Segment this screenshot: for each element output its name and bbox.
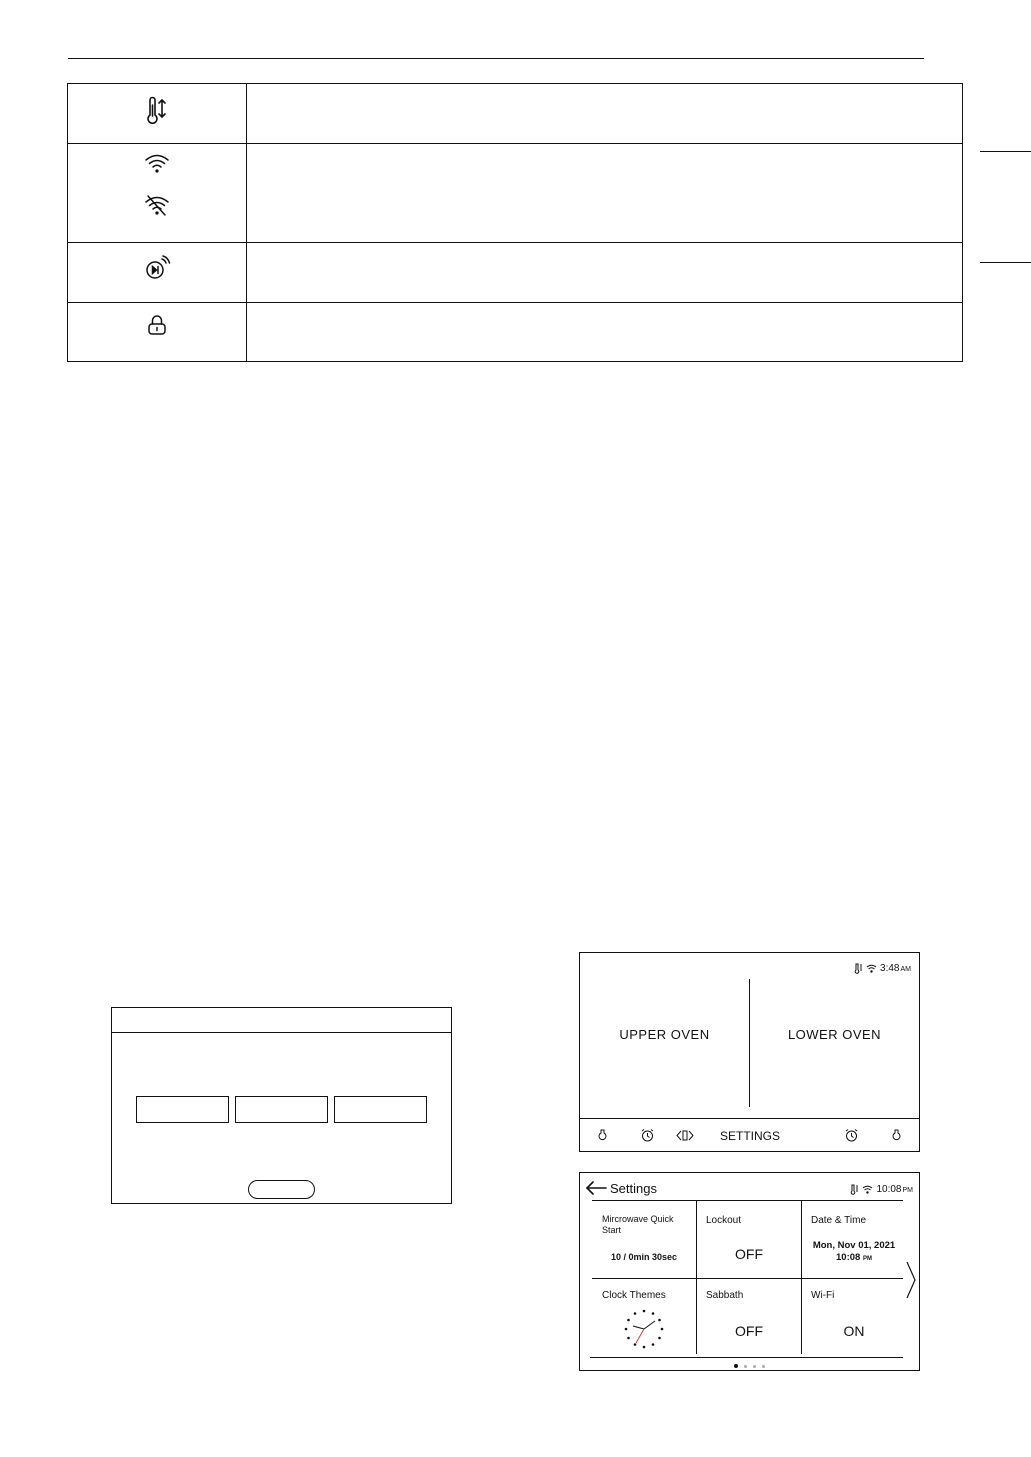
- oven-divider: [749, 979, 750, 1107]
- tile-sabbath[interactable]: [697, 1279, 801, 1356]
- tile-date-time[interactable]: [802, 1201, 906, 1278]
- page-dot-active[interactable]: [734, 1364, 738, 1368]
- lock-icon: [142, 311, 172, 341]
- tile-value: 10 / 0min 30sec: [610, 1252, 678, 1262]
- table-row-divider: [68, 242, 962, 243]
- dialog-confirm-button[interactable]: [248, 1180, 315, 1199]
- clock-time: 10:08PM: [876, 1184, 913, 1195]
- tile-wifi[interactable]: [802, 1279, 906, 1356]
- tile-time: 10:08 PM: [836, 1252, 872, 1263]
- icon-legend-table: [67, 83, 963, 362]
- upper-oven-button[interactable]: UPPER OVEN: [619, 1027, 710, 1042]
- dialog-field-3[interactable]: [334, 1096, 427, 1123]
- tile-title: Wi-Fi: [811, 1290, 835, 1301]
- status-bar: [854, 963, 911, 974]
- dialog-field-2[interactable]: [235, 1096, 328, 1123]
- tile-date: Mon, Nov 01, 2021: [812, 1240, 896, 1251]
- lower-timer-light-icon[interactable]: [891, 1129, 902, 1142]
- table-row-divider: [68, 143, 962, 144]
- tile-clock-themes[interactable]: [592, 1279, 696, 1356]
- lower-timer-icon[interactable]: [845, 1129, 858, 1142]
- side-tab-bottom: [980, 262, 1031, 263]
- back-arrow-icon[interactable]: [585, 1181, 607, 1200]
- tile-title: Mircrowave Quick Start: [602, 1214, 674, 1235]
- footer-divider: [590, 1357, 903, 1358]
- table-divider: [246, 84, 247, 361]
- remote-start-icon: [142, 253, 172, 283]
- header-rule: [68, 58, 924, 59]
- tile-value: OFF: [735, 1323, 763, 1339]
- table-row-divider: [68, 302, 962, 303]
- page-dot[interactable]: [762, 1365, 765, 1368]
- page-dot[interactable]: [744, 1365, 747, 1368]
- dialog-header: [112, 1008, 451, 1033]
- wifi-status-icon: [862, 1185, 873, 1194]
- settings-button[interactable]: SETTINGS: [719, 1129, 780, 1143]
- probe-status-icon: [854, 963, 863, 974]
- page-dot[interactable]: [753, 1365, 756, 1368]
- wifi-connected-icon: [142, 150, 172, 180]
- upper-timer-icon[interactable]: [641, 1129, 654, 1142]
- side-tab-top: [980, 151, 1031, 152]
- clock-time: 3:48AM: [880, 963, 911, 974]
- wifi-disconnected-icon: [142, 192, 172, 222]
- bottom-bar-divider: [580, 1118, 919, 1119]
- tile-title: Lockout: [706, 1215, 742, 1226]
- status-bar: [850, 1184, 913, 1195]
- temperature-probe-icon: [142, 96, 172, 126]
- tile-title: Sabbath: [706, 1290, 744, 1301]
- wifi-status-icon: [866, 964, 877, 973]
- lower-oven-button[interactable]: LOWER OVEN: [787, 1027, 882, 1042]
- page-title: Settings: [610, 1181, 657, 1196]
- settings-screen: [579, 1172, 920, 1371]
- dialog-wireframe: [111, 1007, 452, 1204]
- tile-lockout[interactable]: [697, 1201, 801, 1278]
- chevron-right-icon[interactable]: [905, 1261, 917, 1304]
- dialog-field-1[interactable]: [136, 1096, 229, 1123]
- analog-clock-icon: [622, 1307, 666, 1356]
- tile-title: Date & Time: [811, 1215, 867, 1226]
- tile-microwave-quick-start[interactable]: [592, 1201, 696, 1278]
- tile-value: ON: [843, 1323, 865, 1339]
- probe-status-icon: [850, 1184, 859, 1195]
- upper-timer-light-icon[interactable]: [597, 1129, 608, 1142]
- tile-title: Clock Themes: [602, 1290, 666, 1301]
- home-screen: [579, 952, 920, 1152]
- tile-value: OFF: [735, 1246, 763, 1262]
